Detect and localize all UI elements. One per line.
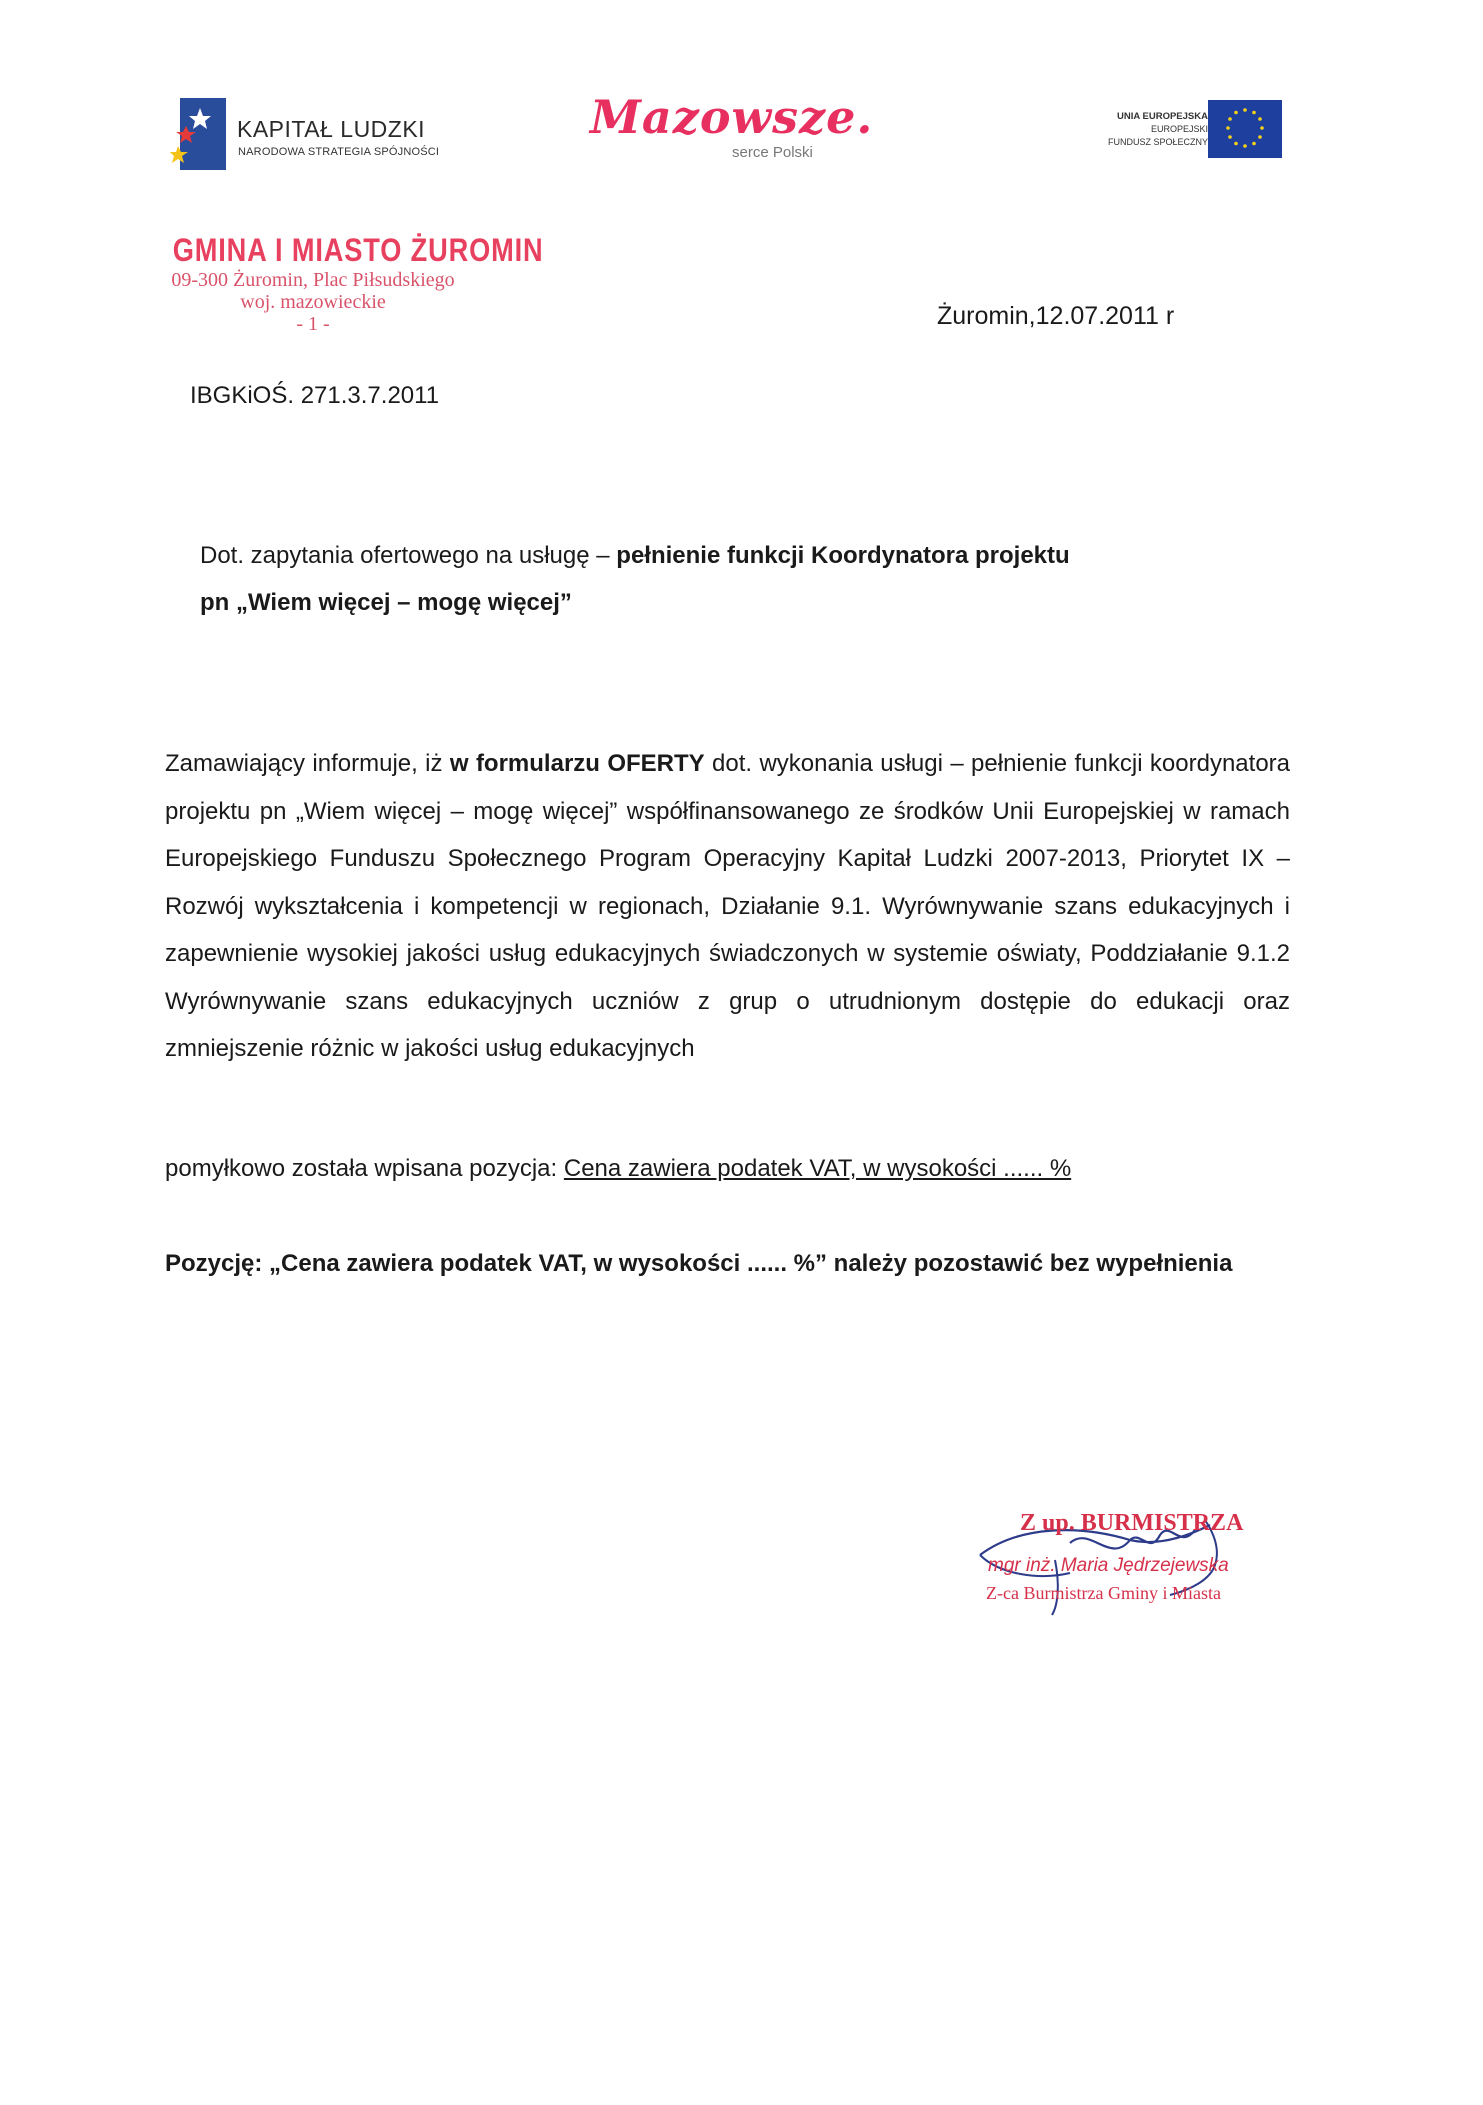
stamp-region: woj. mazowieckie [240,291,386,313]
error-underlined: Cena zawiera podatek VAT, w wysokości ...... % [563,1155,1072,1182]
subject-project-name: pn „Wiem więcej – mogę więcej” [200,589,572,616]
signature-role: Z-ca Burmistrza Gminy i Miasta [986,1583,1221,1603]
body-intro: Zamawiający informuje, iż [165,750,450,777]
eu-line2: EUROPEJSKI [1150,124,1208,134]
kapital-ludzki-emblem-icon [170,98,230,170]
kapital-ludzki-logo [170,98,470,178]
signature-name: mgr inż. Maria Jędrzejewska [988,1555,1229,1576]
signature-title: Z up. BURMISTRZA [1020,1510,1244,1536]
signature-block [960,1495,1320,1635]
kapital-ludzki-title: KAPITAŁ LUDZKI [237,116,426,142]
mazowsze-logo [590,90,890,168]
kapital-ludzki-subtitle: NARODOWA STRATEGIA SPÓJNOŚCI [238,146,440,158]
stamp-title: GMINA I MIASTO ŻUROMIN [172,232,544,268]
error-line [165,1155,1071,1183]
subject-bold: pełnienie funkcji Koordynatora projektu [616,542,1070,569]
subject-prefix: Dot. zapytania ofertowego na usługę – [200,542,617,569]
eu-line1: UNIA EUROPEJSKA [1117,111,1208,122]
eu-line3: FUNDUSZ SPOŁECZNY [1107,137,1208,147]
body-paragraph [165,740,1290,1073]
eu-flag-icon [1208,100,1282,158]
error-prefix: pomyłkowo została wpisana pozycja: [165,1155,564,1182]
document-date: Żuromin,12.07.2011 r [937,302,1175,330]
mazowsze-subtitle: serce Polski [732,144,813,161]
body-bold-offer: w formularzu OFERTY [449,750,705,777]
subject [200,532,1300,626]
reference-number: IBGKiOŚ. 271.3.7.2011 [190,382,440,409]
stamp-mark: - 1 - [296,313,330,335]
eu-text [1108,110,1208,149]
final-statement: Pozycję: „Cena zawiera podatek VAT, w wysokości ...... %” należy pozostawić bez wypełnienia [165,1250,1233,1277]
body-main: dot. wykonania usługi – pełnienie funkcji koordynatora projektu pn „Wiem więcej – mogę więcej” współfinansowanego ze środków Unii Europejskiej w ramach Europejskiego Funduszu Społecznego Program Operacyjny Kapitał Ludzki 2007-2013, Priorytet IX – Rozwój wykształcenia i kompetencji w regionach, Działanie 9.1. Wyrównywanie szans edukacyjnych i zapewnienie wysokiej jakości usług edukacyjnych świadczonych w systemie oświaty, Poddziałanie 9.1.2 Wyrównywanie szans edukacyjnych uczniów z grup o utrudnionym dostępie do edukacji oraz zmniejszenie różnic w jakości usług edukacyjnych [165,750,1291,1062]
stamp-address: 09-300 Żuromin, Plac Piłsudskiego [171,269,455,291]
eu-logo [1050,100,1282,162]
municipality-stamp [148,232,544,335]
mazowsze-wordmark: Mazowsze. [590,90,874,144]
